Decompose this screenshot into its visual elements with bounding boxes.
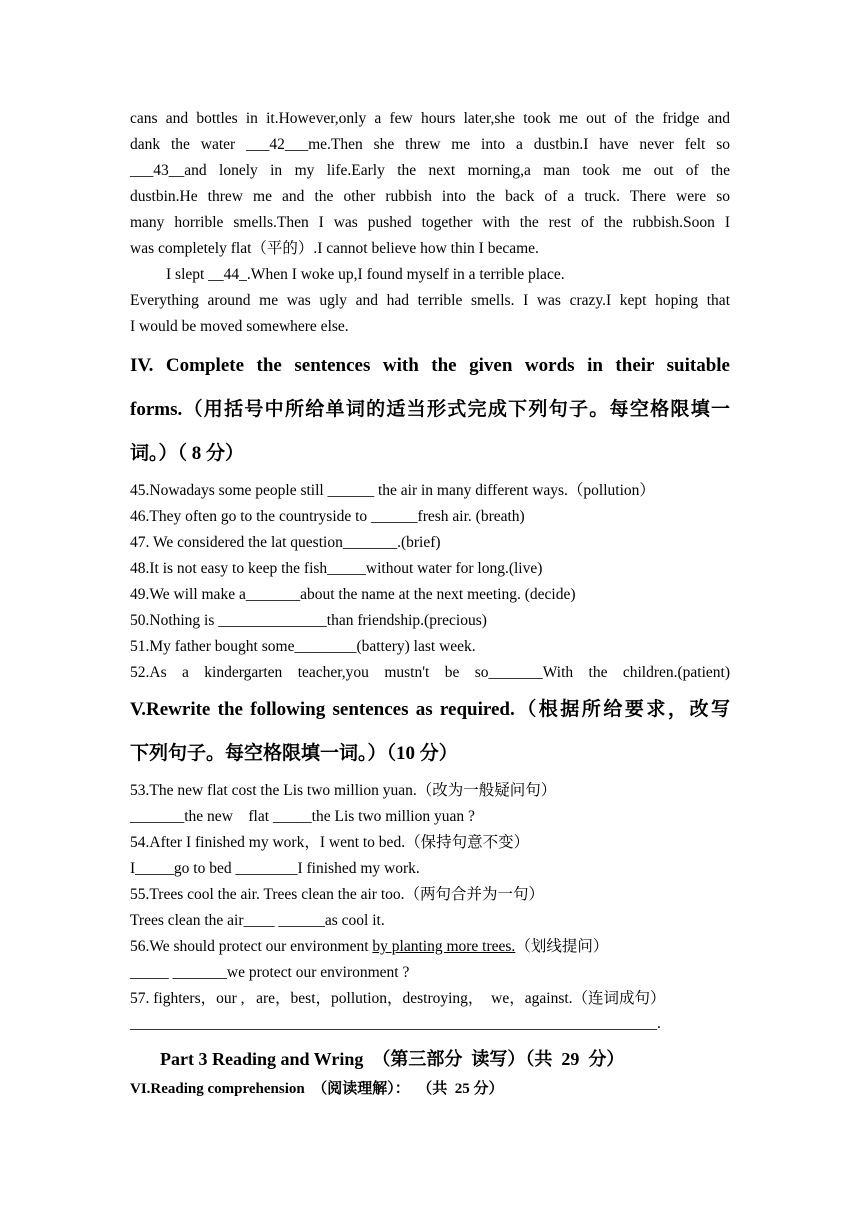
question-item: 57. fighters，our , are，best，pollution，destroying， we，against.（连词成句） xyxy=(130,990,666,1007)
passage-paragraph-1 xyxy=(130,106,730,262)
passage-line: was completely flat（平的）.I cannot believe how thin I became. xyxy=(130,240,539,257)
question-text: 56.We should protect our environment xyxy=(130,938,373,955)
section-4-items xyxy=(130,478,730,686)
passage-line: I slept __44_.When I woke up,I found myself in a terrible place. xyxy=(166,266,565,283)
section-5-items xyxy=(130,778,730,1036)
question-item: 48.It is not easy to keep the fish_____without water for long.(live) xyxy=(130,560,543,577)
question-item: 49.We will make a_______about the name at the next meeting. (decide) xyxy=(130,586,576,603)
answer-line: I_____go to bed ________I finished my work. xyxy=(130,860,420,877)
part-3-title-cn: （第三部分 读写）（共 29 分） xyxy=(372,1049,625,1069)
answer-line: ____________________________________________________________________. xyxy=(130,1015,661,1032)
section-4-heading xyxy=(130,344,730,476)
passage-paragraph-2 xyxy=(130,262,730,340)
answer-line: _____ _______we protect our environment ? xyxy=(130,964,410,981)
question-item: 46.They often go to the countryside to ______fresh air. (breath) xyxy=(130,508,525,525)
question-item: 55.Trees cool the air. Trees clean the air too.（两句合并为一句） xyxy=(130,886,544,903)
passage-line: dustbin.He threw me and the other rubbish into the back of a truck. There were so xyxy=(130,188,730,205)
section-5-heading-line: V.Rewrite the following sentences as required.（根据所给要求，改写 xyxy=(130,699,730,720)
passage-line: cans and bottles in it.However,only a few hours later,she took me out of the fridge and xyxy=(130,110,730,127)
section-4-heading-line: IV. Complete the sentences with the given words in their suitable xyxy=(130,355,730,376)
passage-line: dank the water ___42___me.Then she threw me into a dustbin.I have never felt so xyxy=(130,136,730,153)
answer-line: _______the new flat _____the Lis two million yuan ? xyxy=(130,808,475,825)
question-item: 47. We considered the lat question_______.(brief) xyxy=(130,534,441,551)
section-6-heading: VI.Reading comprehension （阅读理解）： （共 25 分） xyxy=(130,1081,504,1097)
underlined-phrase: by planting more trees. xyxy=(372,938,516,955)
section-5-heading-line: 下列句子。每空格限填一词。）（10 分） xyxy=(130,743,458,764)
section-5-heading xyxy=(130,688,730,776)
answer-line: Trees clean the air____ ______as cool it. xyxy=(130,912,385,929)
question-item: 51.My father bought some________(battery) last week. xyxy=(130,638,476,655)
section-4-heading-line: forms.（用括号中所给单词的适当形式完成下列句子。每空格限填一 xyxy=(130,399,730,420)
question-item: 53.The new flat cost the Lis two million yuan.（改为一般疑问句） xyxy=(130,782,557,799)
part-3-title xyxy=(160,1044,730,1074)
passage-line: Everything around me was ugly and had terrible smells. I was crazy.I kept hoping that xyxy=(130,292,730,309)
passage-line: many horrible smells.Then I was pushed together with the rest of the rubbish.Soon I xyxy=(130,214,730,231)
question-item: 50.Nothing is ______________than friendship.(precious) xyxy=(130,612,487,629)
passage-line: I would be moved somewhere else. xyxy=(130,318,349,335)
question-item: 45.Nowadays some people still ______ the air in many different ways.（pollution） xyxy=(130,482,655,499)
question-item: 52.As a kindergarten teacher,you mustn't be so_______With the children.(patient) xyxy=(130,664,730,681)
question-instruction: （划线提问） xyxy=(515,938,609,955)
section-4-heading-line: 词。）（ 8 分） xyxy=(130,443,245,464)
passage-line: ___43__and lonely in my life.Early the next morning,a man took me out of the xyxy=(130,162,730,179)
part-3-title-en: Part 3 Reading and Wring xyxy=(160,1049,364,1069)
question-item: 54.After I finished my work，I went to bed.（保持句意不变） xyxy=(130,834,530,851)
question-item xyxy=(130,934,730,960)
